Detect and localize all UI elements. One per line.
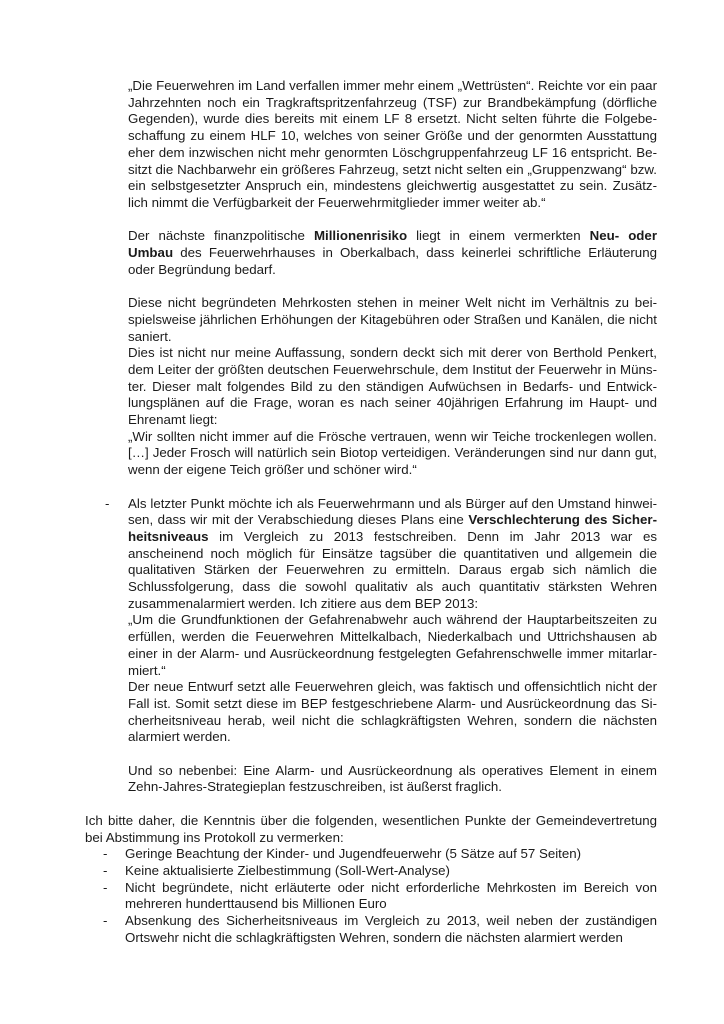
bold-neu-oder-umbau: Neu- oder Umbau [128,228,658,261]
list-item [85,913,657,946]
list-item-text: Geringe Beachtung der Kinder- und Jugendfeuerwehr (5 Sätze auf 57 Seiten) [125,846,582,862]
paragraph-mehrkosten: Diese nicht begründeten Mehrkosten stehen in meiner Welt nicht im Verhältnis zu beispielsweise jährlichen Erhöhungen der Kitagebühren oder Straßen und Kanälen, die nicht saniert. [128,295,657,344]
protocol-points-list [85,846,657,946]
list-item-text: Nicht begründete, nicht erläuterte oder nicht erforderliche Mehrkosten im Bereich von mehreren hunderttausend bis Millionen Euro [125,879,657,912]
bold-verschlechterung: Verschlechterung des Sicherheitsniveaus [128,512,658,544]
paragraph-text: Dies ist nicht nur meine Auffassung, sondern deckt sich mit derer von Berthold Penkert, dem Leiter der größten deutschen Feuerwehrschule, dem Institut der Feuerwehr in Münster. Dieser malt folgendes Bild zu den ständigen Aufwüchsen in Bedarfs- und Entwicklungsplänen auf die Frage, woran es nach seiner 40jährigen Erfahrung im Haupt- und Ehrenamt liegt: [128,345,657,428]
paragraph-auffassung [128,345,657,479]
bold-millionenrisiko: Millionenrisiko [313,228,408,244]
list-item [85,863,657,880]
dash-bullet-marker: - [103,846,108,862]
list-item-body [128,496,657,747]
dash-bullet-marker: - [105,495,110,511]
dash-bullet-marker: - [103,879,108,895]
paragraph-text: Der neue Entwurf setzt alle Feuerwehren gleich, was faktisch und offensichtlich nicht der Fall ist. Somit setzt diese im BEP festgeschriebene Alarm- und Ausrückeordnung das Sicherheitsniveau herab, weil nicht die schlagkräftigsten Wehren, sondern die nächsten alarmiert werden. [128,679,657,745]
document-body-indented [105,78,658,796]
list-item [85,846,657,863]
paragraph-text: liegt in einem vermerkten [407,228,590,244]
quote-bep-2013: „Um die Grundfunktionen der Gefahrenabwehr auch während der Hauptarbeitszeiten zu erfüllen, werden die Feuerwehren Mittelkalbach, Niederkalbach und Uttrichshausen ab einer in der Alarm- und Ausrückeordnung festgelegten Gefahrenschwelle immer mitarlarmiert.“ [128,612,657,678]
dash-bullet-marker: - [103,862,108,878]
paragraph-text: Der nächste finanzpolitische [128,228,314,244]
paragraph-wettruesten: „Die Feuerwehren im Land verfallen immer mehr einem „Wettrüsten“. Reichte vor ein paar Jahrzehnten noch ein Tragkraftspritzenfahrzeug (TSF) zur Brandbekämpfung (dörfliche Gegenden), wurde dies bereits mit einem LF 8 ersetzt. Nicht selten führte die Folgebeschaffung zu einem HLF 10, welches von seiner Größe und der genormten Ausstattung eher dem inzwischen nicht mehr genormten Löschgruppenfahrzeug LF 16 entspricht. Besitzt die Nachbarwehr ein größeres Fahrzeug, setzt nicht selten ein „Gruppenzwang“ bzw. ein selbstgesetzter Anspruch ein, mindestens gleichwertig ausgestattet zu sein. Zusätzlich nimmt die Verfügbarkeit der Feuerwehrmitglieder immer weiter ab.“ [128,78,657,210]
dash-list-item-sicherheitsniveau [105,495,658,747]
paragraph-nebenbei: Und so nebenbei: Eine Alarm- und Ausrückeordnung als operatives Element in einem Zehn-Jahres-Strategieplan festzuschreiben, ist äußerst fraglich. [128,762,657,795]
paragraph-text: des Feuerwehrhauses in Oberkalbach, dass keinerlei schriftliche Erläuterung oder Begründung bedarf. [128,245,657,277]
list-item-text: Keine aktualisierte Zielbestimmung (Soll-Wert-Analyse) [125,862,450,878]
list-item-text: Absenkung des Sicherheitsniveaus im Vergleich zu 2013, weil neben der zuständigen Ortswehr nicht die schlagkräftigsten Wehren, sondern die nächsten alarmiert werden [125,913,657,945]
document-body-closing [85,813,657,947]
list-item [85,880,657,913]
closing-paragraph: Ich bitte daher, die Kenntnis über die folgenden, wesentlichen Punkte der Gemeindevertretung bei Abstimmung ins Protokoll zu vermerken: [85,812,657,845]
quote-penkert: „Wir sollten nicht immer auf die Frösche vertrauen, wenn wir Teiche trockenlegen wollen. […] Jeder Frosch will natürlich sein Biotop verteidigen. Veränderungen sind nur dann gut, wenn der eigene Teich größer und schöner wird.“ [128,428,657,478]
paragraph-millionenrisiko [128,228,657,278]
paragraph-text: Als letzter Punkt möchte ich als Feuerwehrmann und als Bürger auf den Umstand hinweisen, dass wir mit der Verabschiedung dieses Plans eine [128,495,657,528]
dash-bullet-marker: - [103,913,108,929]
paragraph-text: im Vergleich zu 2013 festschreiben. Denn im Jahr 2013 war es anscheinend noch möglich für Einsätze tagsüber die quantitativen und allgemein die qualitativen Stärken der Feuerwehren zu ermitteln. Daraus ergab sich nämlich die Schlussfolgerung, dass die sowohl qualitativ als auch quantitativ stärksten Wehren zusammenalarmiert werden. Ich zitiere aus dem BEP 2013: [128,528,657,611]
